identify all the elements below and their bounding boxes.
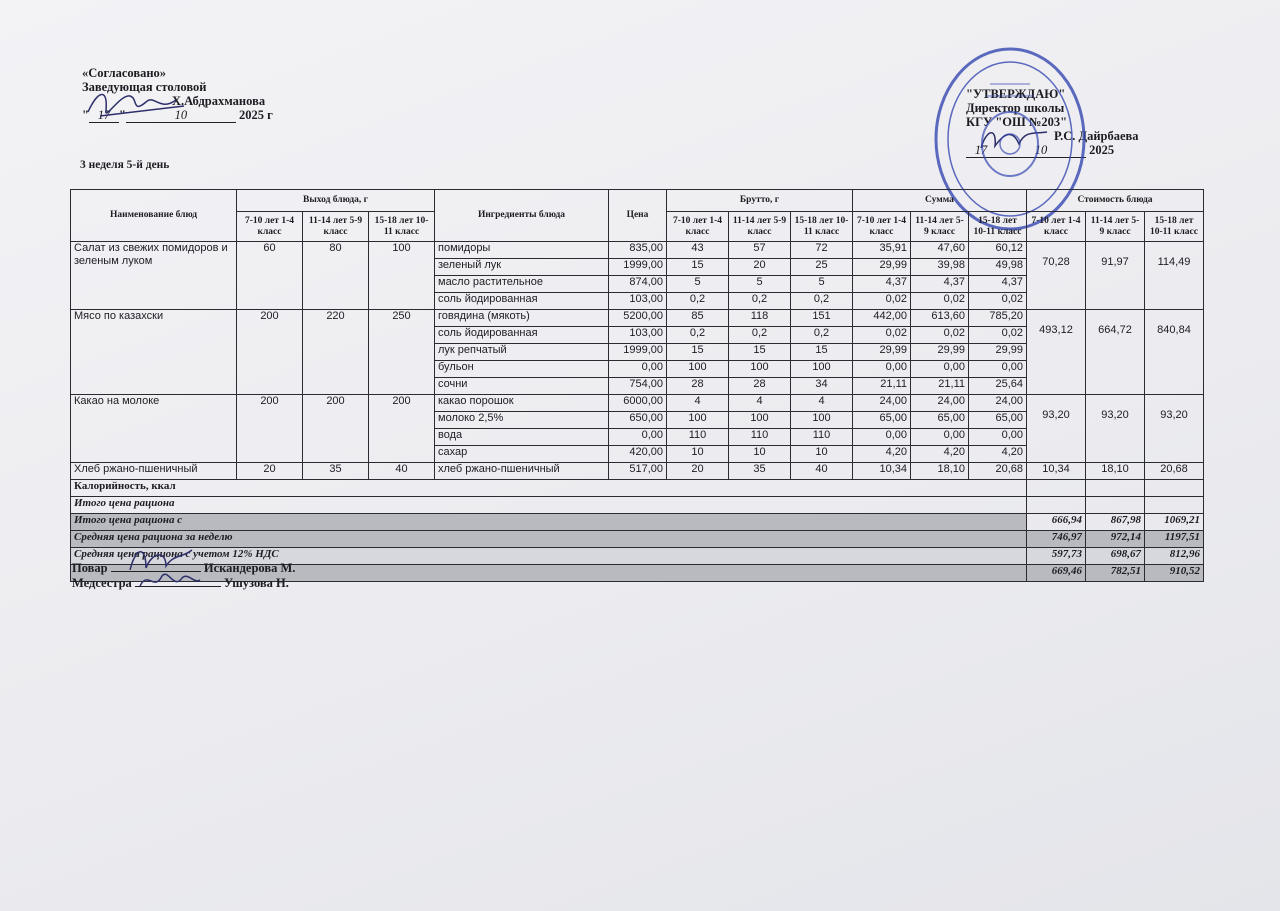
price-cell: 420,00 bbox=[609, 446, 667, 463]
sum-cell: 20,68 bbox=[969, 463, 1027, 480]
sum-cell: 4,37 bbox=[969, 276, 1027, 293]
sum-cell: 4,20 bbox=[911, 446, 969, 463]
sum-cell: 29,99 bbox=[853, 344, 911, 361]
yield-cell: 100 bbox=[369, 242, 435, 310]
ingredient-cell: хлеб ржано-пшеничный bbox=[435, 463, 609, 480]
brutto-cell: 15 bbox=[667, 259, 729, 276]
price-cell: 835,00 bbox=[609, 242, 667, 259]
sum-cell: 0,00 bbox=[853, 361, 911, 378]
sum-cell: 18,10 bbox=[911, 463, 969, 480]
cost-cell: 18,10 bbox=[1086, 463, 1145, 480]
brutto-cell: 0,2 bbox=[729, 327, 791, 344]
sum-cell: 0,00 bbox=[911, 361, 969, 378]
sum-cell: 4,37 bbox=[853, 276, 911, 293]
price-cell: 517,00 bbox=[609, 463, 667, 480]
summary-row bbox=[71, 480, 1204, 497]
header-brutto-age2: 11-14 лет 5-9 класс bbox=[729, 212, 791, 242]
summary-cost: 669,46 bbox=[1027, 565, 1086, 582]
brutto-cell: 4 bbox=[791, 395, 853, 412]
dish-name: Мясо по казахски bbox=[71, 310, 237, 395]
header-yield-age3: 15-18 лет 10-11 класс bbox=[369, 212, 435, 242]
brutto-cell: 57 bbox=[729, 242, 791, 259]
sum-cell: 29,99 bbox=[853, 259, 911, 276]
table-row bbox=[71, 242, 1204, 259]
brutto-cell: 110 bbox=[729, 429, 791, 446]
header-yield-age2: 11-14 лет 5-9 класс bbox=[303, 212, 369, 242]
sum-cell: 24,00 bbox=[911, 395, 969, 412]
summary-cost: 666,94 bbox=[1027, 514, 1086, 531]
brutto-cell: 72 bbox=[791, 242, 853, 259]
brutto-cell: 0,2 bbox=[667, 327, 729, 344]
summary-cost bbox=[1086, 497, 1145, 514]
sum-cell: 21,11 bbox=[853, 378, 911, 395]
summary-row bbox=[71, 497, 1204, 514]
approval-right-title: "УТВЕРЖДАЮ" bbox=[966, 87, 1066, 101]
sum-cell: 25,64 bbox=[969, 378, 1027, 395]
sum-cell: 35,91 bbox=[853, 242, 911, 259]
ingredient-cell: лук репчатый bbox=[435, 344, 609, 361]
brutto-cell: 28 bbox=[667, 378, 729, 395]
cost-cell: 93,20 bbox=[1145, 395, 1204, 463]
sum-cell: 47,60 bbox=[911, 242, 969, 259]
ingredient-cell: бульон bbox=[435, 361, 609, 378]
ingredient-cell: вода bbox=[435, 429, 609, 446]
header-dish: Наименование блюд bbox=[71, 190, 237, 242]
header-brutto: Брутто, г bbox=[667, 190, 853, 212]
approval-right-org: КГУ "ОШ №203" bbox=[966, 115, 1068, 129]
ingredient-cell: сочни bbox=[435, 378, 609, 395]
brutto-cell: 0,2 bbox=[729, 293, 791, 310]
brutto-cell: 5 bbox=[667, 276, 729, 293]
summary-label: Средняя цена рациона с учетом 12% НДС bbox=[71, 548, 1027, 565]
brutto-cell: 15 bbox=[729, 344, 791, 361]
brutto-cell: 4 bbox=[729, 395, 791, 412]
ingredient-cell: помидоры bbox=[435, 242, 609, 259]
sum-cell: 0,00 bbox=[911, 429, 969, 446]
summary-cost: 782,51 bbox=[1086, 565, 1145, 582]
menu-table bbox=[70, 189, 1204, 582]
sum-cell: 29,99 bbox=[911, 344, 969, 361]
ingredient-cell: говядина (мякоть) bbox=[435, 310, 609, 327]
price-cell: 874,00 bbox=[609, 276, 667, 293]
yield-cell: 60 bbox=[237, 242, 303, 310]
header-sum-age3: 15-18 лет 10-11 класс bbox=[969, 212, 1027, 242]
sum-cell: 0,00 bbox=[969, 361, 1027, 378]
brutto-cell: 4 bbox=[667, 395, 729, 412]
dish-name: Салат из свежих помидоров и зеленым луком bbox=[71, 242, 237, 310]
sum-cell: 29,99 bbox=[969, 344, 1027, 361]
yield-cell: 200 bbox=[237, 310, 303, 395]
ingredient-cell: молоко 2,5% bbox=[435, 412, 609, 429]
approval-left-position: Заведующая столовой bbox=[82, 80, 207, 94]
brutto-cell: 151 bbox=[791, 310, 853, 327]
yield-cell: 200 bbox=[237, 395, 303, 463]
brutto-cell: 25 bbox=[791, 259, 853, 276]
summary-cost bbox=[1027, 497, 1086, 514]
cost-cell: 20,68 bbox=[1145, 463, 1204, 480]
yield-cell: 20 bbox=[237, 463, 303, 480]
yield-cell: 80 bbox=[303, 242, 369, 310]
price-cell: 0,00 bbox=[609, 429, 667, 446]
approval-left-title: «Согласовано» bbox=[82, 66, 167, 80]
yield-cell: 35 bbox=[303, 463, 369, 480]
brutto-cell: 40 bbox=[791, 463, 853, 480]
summary-cost: 812,96 bbox=[1145, 548, 1204, 565]
table-row bbox=[71, 395, 1204, 412]
nurse-role: Медсестра bbox=[72, 576, 132, 590]
brutto-cell: 35 bbox=[729, 463, 791, 480]
header-yield-age1: 7-10 лет 1-4 класс bbox=[237, 212, 303, 242]
summary-cost: 867,98 bbox=[1086, 514, 1145, 531]
ingredient-cell: соль йодированная bbox=[435, 293, 609, 310]
sum-cell: 0,00 bbox=[969, 429, 1027, 446]
header-yield: Выход блюда, г bbox=[237, 190, 435, 212]
price-cell: 5200,00 bbox=[609, 310, 667, 327]
header-sum-age1: 7-10 лет 1-4 класс bbox=[853, 212, 911, 242]
summary-label: Итого цена рациона bbox=[71, 497, 1027, 514]
summary-cost bbox=[1145, 480, 1204, 497]
sum-cell: 49,98 bbox=[969, 259, 1027, 276]
ingredient-cell: масло растительное bbox=[435, 276, 609, 293]
sum-cell: 0,02 bbox=[911, 327, 969, 344]
brutto-cell: 5 bbox=[791, 276, 853, 293]
brutto-cell: 0,2 bbox=[791, 327, 853, 344]
approval-left-date: " 17 " 10 2025 г bbox=[82, 108, 273, 122]
cost-cell: 114,49 bbox=[1145, 242, 1204, 310]
cost-cell: 70,28 bbox=[1027, 242, 1086, 310]
brutto-cell: 28 bbox=[729, 378, 791, 395]
header-cost-age3: 15-18 лет 10-11 класс bbox=[1145, 212, 1204, 242]
yield-cell: 200 bbox=[369, 395, 435, 463]
sum-cell: 21,11 bbox=[911, 378, 969, 395]
summary-cost: 1069,21 bbox=[1145, 514, 1204, 531]
summary-label: Средняя цена рациона за неделю bbox=[71, 531, 1027, 548]
sum-cell: 60,12 bbox=[969, 242, 1027, 259]
header-cost: Стоимость блюда bbox=[1027, 190, 1204, 212]
ingredient-cell: сахар bbox=[435, 446, 609, 463]
table-row bbox=[71, 310, 1204, 327]
header-cost-age1: 7-10 лет 1-4 класс bbox=[1027, 212, 1086, 242]
header-brutto-age1: 7-10 лет 1-4 класс bbox=[667, 212, 729, 242]
cost-cell: 93,20 bbox=[1086, 395, 1145, 463]
ingredient-cell: зеленый лук bbox=[435, 259, 609, 276]
brutto-cell: 110 bbox=[791, 429, 853, 446]
sum-cell: 0,00 bbox=[853, 429, 911, 446]
yield-cell: 200 bbox=[303, 395, 369, 463]
summary-cost: 972,14 bbox=[1086, 531, 1145, 548]
sum-cell: 0,02 bbox=[969, 293, 1027, 310]
brutto-cell: 0,2 bbox=[791, 293, 853, 310]
dish-name: Хлеб ржано-пшеничный bbox=[71, 463, 237, 480]
sum-cell: 4,20 bbox=[853, 446, 911, 463]
cost-cell: 493,12 bbox=[1027, 310, 1086, 395]
cost-cell: 10,34 bbox=[1027, 463, 1086, 480]
brutto-cell: 100 bbox=[667, 361, 729, 378]
brutto-cell: 0,2 bbox=[667, 293, 729, 310]
signature-nurse bbox=[134, 566, 204, 596]
cost-cell: 664,72 bbox=[1086, 310, 1145, 395]
sum-cell: 39,98 bbox=[911, 259, 969, 276]
brutto-cell: 34 bbox=[791, 378, 853, 395]
sum-cell: 0,02 bbox=[853, 327, 911, 344]
sum-cell: 0,02 bbox=[853, 293, 911, 310]
summary-cost: 698,67 bbox=[1086, 548, 1145, 565]
sum-cell: 785,20 bbox=[969, 310, 1027, 327]
summary-cost bbox=[1145, 497, 1204, 514]
yield-cell: 40 bbox=[369, 463, 435, 480]
ingredient-cell: соль йодированная bbox=[435, 327, 609, 344]
yield-cell: 220 bbox=[303, 310, 369, 395]
cook-name: Искандерова М. bbox=[203, 561, 296, 575]
price-cell: 1999,00 bbox=[609, 259, 667, 276]
week-day-label: 3 неделя 5-й день bbox=[80, 159, 170, 171]
approval-right-name: Р.С. Дайрбаева bbox=[1054, 129, 1139, 143]
brutto-cell: 100 bbox=[791, 361, 853, 378]
header-price: Цена bbox=[609, 190, 667, 242]
brutto-cell: 15 bbox=[791, 344, 853, 361]
summary-cost bbox=[1086, 480, 1145, 497]
summary-row bbox=[71, 514, 1204, 531]
dish-name: Какао на молоке bbox=[71, 395, 237, 463]
brutto-cell: 5 bbox=[729, 276, 791, 293]
price-cell: 650,00 bbox=[609, 412, 667, 429]
brutto-cell: 10 bbox=[791, 446, 853, 463]
brutto-cell: 20 bbox=[667, 463, 729, 480]
brutto-cell: 20 bbox=[729, 259, 791, 276]
nurse-name: Ушузова Н. bbox=[224, 576, 289, 590]
ingredient-cell: какао порошок bbox=[435, 395, 609, 412]
cook-role: Повар bbox=[72, 561, 108, 575]
brutto-cell: 118 bbox=[729, 310, 791, 327]
brutto-cell: 43 bbox=[667, 242, 729, 259]
brutto-cell: 110 bbox=[667, 429, 729, 446]
price-cell: 103,00 bbox=[609, 293, 667, 310]
sum-cell: 613,60 bbox=[911, 310, 969, 327]
brutto-cell: 85 bbox=[667, 310, 729, 327]
summary-cost bbox=[1027, 480, 1086, 497]
cost-cell: 840,84 bbox=[1145, 310, 1204, 395]
brutto-cell: 10 bbox=[729, 446, 791, 463]
sum-cell: 65,00 bbox=[969, 412, 1027, 429]
summary-cost: 597,73 bbox=[1027, 548, 1086, 565]
sum-cell: 0,02 bbox=[969, 327, 1027, 344]
approval-right-date: 17 10 2025 bbox=[966, 143, 1139, 158]
sum-cell: 65,00 bbox=[853, 412, 911, 429]
sum-cell: 0,02 bbox=[911, 293, 969, 310]
price-cell: 1999,00 bbox=[609, 344, 667, 361]
summary-label: Итого цена рациона с bbox=[71, 514, 1027, 531]
header-ingredients: Ингредиенты блюда bbox=[435, 190, 609, 242]
summary-cost: 746,97 bbox=[1027, 531, 1086, 548]
brutto-cell: 100 bbox=[667, 412, 729, 429]
table-row bbox=[71, 463, 1204, 480]
sum-cell: 24,00 bbox=[853, 395, 911, 412]
summary-cost: 910,52 bbox=[1145, 565, 1204, 582]
header-sum: Сумма bbox=[853, 190, 1027, 212]
sum-cell: 24,00 bbox=[969, 395, 1027, 412]
price-cell: 0,00 bbox=[609, 361, 667, 378]
summary-label: Калорийность, ккал bbox=[71, 480, 1027, 497]
brutto-cell: 10 bbox=[667, 446, 729, 463]
summary-row bbox=[71, 531, 1204, 548]
price-cell: 754,00 bbox=[609, 378, 667, 395]
approval-left-name: Х.Абдрахманова bbox=[172, 94, 266, 108]
brutto-cell: 15 bbox=[667, 344, 729, 361]
cost-cell: 93,20 bbox=[1027, 395, 1086, 463]
sum-cell: 4,37 bbox=[911, 276, 969, 293]
signature-manager bbox=[80, 82, 190, 127]
header-brutto-age3: 15-18 лет 10-11 класс bbox=[791, 212, 853, 242]
price-cell: 6000,00 bbox=[609, 395, 667, 412]
approval-right-position: Директор школы bbox=[966, 101, 1065, 115]
sum-cell: 10,34 bbox=[853, 463, 911, 480]
cost-cell: 91,97 bbox=[1086, 242, 1145, 310]
summary-cost: 1197,51 bbox=[1145, 531, 1204, 548]
brutto-cell: 100 bbox=[729, 361, 791, 378]
header-sum-age2: 11-14 лет 5-9 класс bbox=[911, 212, 969, 242]
sum-cell: 442,00 bbox=[853, 310, 911, 327]
sum-cell: 4,20 bbox=[969, 446, 1027, 463]
yield-cell: 250 bbox=[369, 310, 435, 395]
price-cell: 103,00 bbox=[609, 327, 667, 344]
header-cost-age2: 11-14 лет 5-9 класс bbox=[1086, 212, 1145, 242]
sum-cell: 65,00 bbox=[911, 412, 969, 429]
brutto-cell: 100 bbox=[729, 412, 791, 429]
brutto-cell: 100 bbox=[791, 412, 853, 429]
